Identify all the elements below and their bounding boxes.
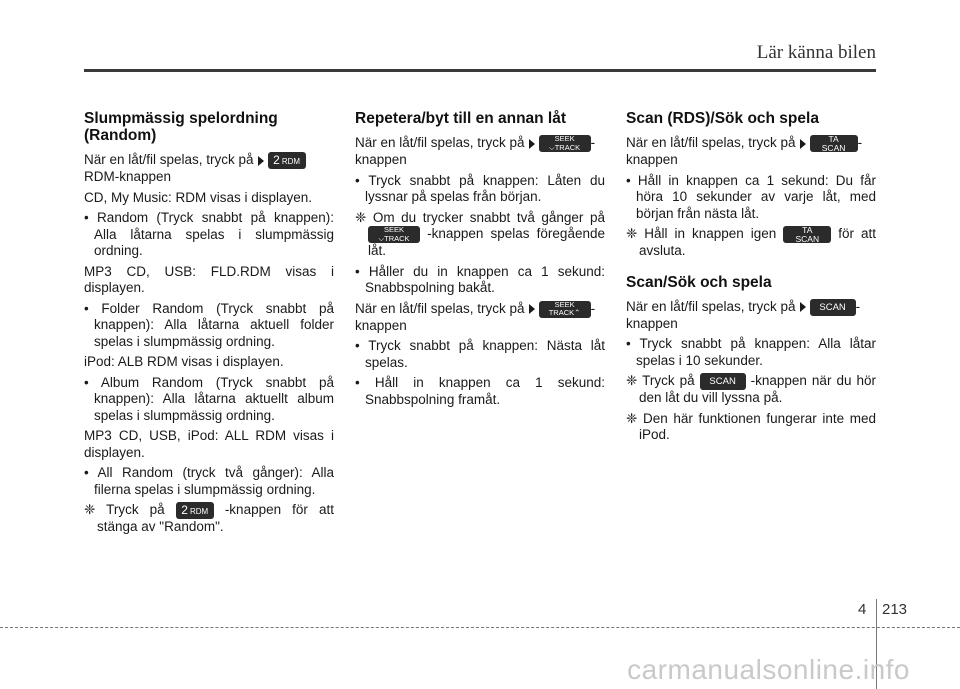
note-item: ❈ Den här funktionen fungerar inte med iPod. — [626, 410, 876, 442]
bullet-item: • Tryck snabbt på knappen: Låten du lyssnar på spelas från början. — [355, 172, 605, 204]
ta-scan-button-icon: TA SCAN — [810, 135, 858, 152]
bullet-item: • Album Random (Tryck snabbt på knappen): Alla låtarna aktuellt album spelas i slumpmässig ordning. — [84, 374, 334, 423]
paragraph: När en låt/fil spelas, tryck på SEEK TRACK⌃ - knappen — [355, 299, 596, 333]
paragraph: MP3 CD, USB: FLD.RDM visas i displayen. — [84, 263, 334, 295]
bullet-item: • Folder Random (Tryck snabbt på knappen): Alla låtarna aktuell folder spelas i slumpmässig ordning. — [84, 300, 334, 349]
watermark: carmanualsonline.info — [627, 654, 910, 685]
paragraph: När en låt/fil spelas, tryck på SCAN - knappen — [626, 298, 861, 331]
rdm-button-icon: 2 RDM — [268, 152, 306, 169]
arrow-icon — [800, 302, 806, 312]
footer-divider — [0, 627, 960, 628]
page-number: 213 — [882, 601, 908, 618]
paragraph: När en låt/fil spelas, tryck på 2 RDM RDM-knappen — [84, 152, 334, 186]
arrow-icon — [529, 304, 535, 314]
section-random — [84, 110, 334, 540]
section-scan — [626, 110, 876, 448]
paragraph: När en låt/fil spelas, tryck på TA SCAN - knappen — [626, 134, 863, 167]
scan-button-icon: SCAN — [810, 299, 856, 316]
seek-track-down-button-icon: SEEK ⌵TRACK — [368, 226, 420, 243]
note-item: ❈ Tryck på SCAN -knappen när du hör den låt du vill lyssna på. — [626, 373, 876, 405]
heading-repeat-track: Repetera/byt till en annan låt — [355, 110, 567, 127]
arrow-icon — [258, 156, 264, 166]
bullet-item: • Tryck snabbt på knappen: Nästa låt spelas. — [355, 338, 605, 370]
arrow-icon — [529, 139, 535, 149]
ta-scan-button-icon: TA SCAN — [783, 226, 831, 243]
note-item: ❈ Tryck på 2 RDM -knappen för att stänga av "Random". — [84, 502, 334, 534]
paragraph: iPod: ALB RDM visas i displayen. — [84, 354, 284, 369]
heading-scan: Scan/Sök och spela — [626, 273, 772, 291]
arrow-icon — [800, 139, 806, 149]
heading-random: Slumpmässig spelordning (Random) — [84, 110, 278, 144]
rdm-button-icon: 2 RDM — [176, 502, 214, 519]
bullet-item: • Håll in knappen ca 1 sekund: Snabbspolning framåt. — [355, 375, 605, 407]
seek-track-up-button-icon: SEEK TRACK⌃ — [539, 301, 591, 318]
chapter-number: 4 — [858, 601, 867, 618]
bullet-item: • All Random (tryck två gånger): Alla filerna spelas i slumpmässig ordning. — [84, 465, 334, 497]
paragraph: När en låt/fil spelas, tryck på SEEK ⌵TRACK - knappen — [355, 134, 596, 167]
paragraph: MP3 CD, USB, iPod: ALL RDM visas i displayen. — [84, 428, 334, 460]
bullet-item: • Random (Tryck snabbt på knappen): Alla låtarna spelas i slumpmässig ordning. — [84, 210, 334, 258]
bullet-item: • Håll in knappen ca 1 sekund: Du får höra 10 sekunder av varje låt, med början från nästa låt. — [626, 172, 876, 221]
header-divider — [84, 69, 876, 72]
note-item: ❈ Håll in knappen igen TA SCAN för att avsluta. — [626, 225, 877, 258]
bullet-item: • Tryck snabbt på knappen: Alla låtar spelas i 10 sekunder. — [626, 336, 876, 368]
page-header-title: Lär känna bilen — [756, 42, 876, 63]
section-repeat-track — [355, 110, 605, 412]
scan-button-icon: SCAN — [700, 373, 746, 390]
bullet-item: • Håller du in knappen ca 1 sekund: Snabbspolning bakåt. — [355, 263, 605, 295]
heading-scan-rds: Scan (RDS)/Sök och spela — [626, 110, 819, 127]
seek-track-down-button-icon: SEEK ⌵TRACK — [539, 135, 591, 152]
note-item: ❈ Om du trycker snabbt två gånger på SEEK ⌵TRACK -knappen spelas föregående låt. — [355, 209, 605, 258]
paragraph: CD, My Music: RDM visas i displayen. — [84, 189, 313, 205]
